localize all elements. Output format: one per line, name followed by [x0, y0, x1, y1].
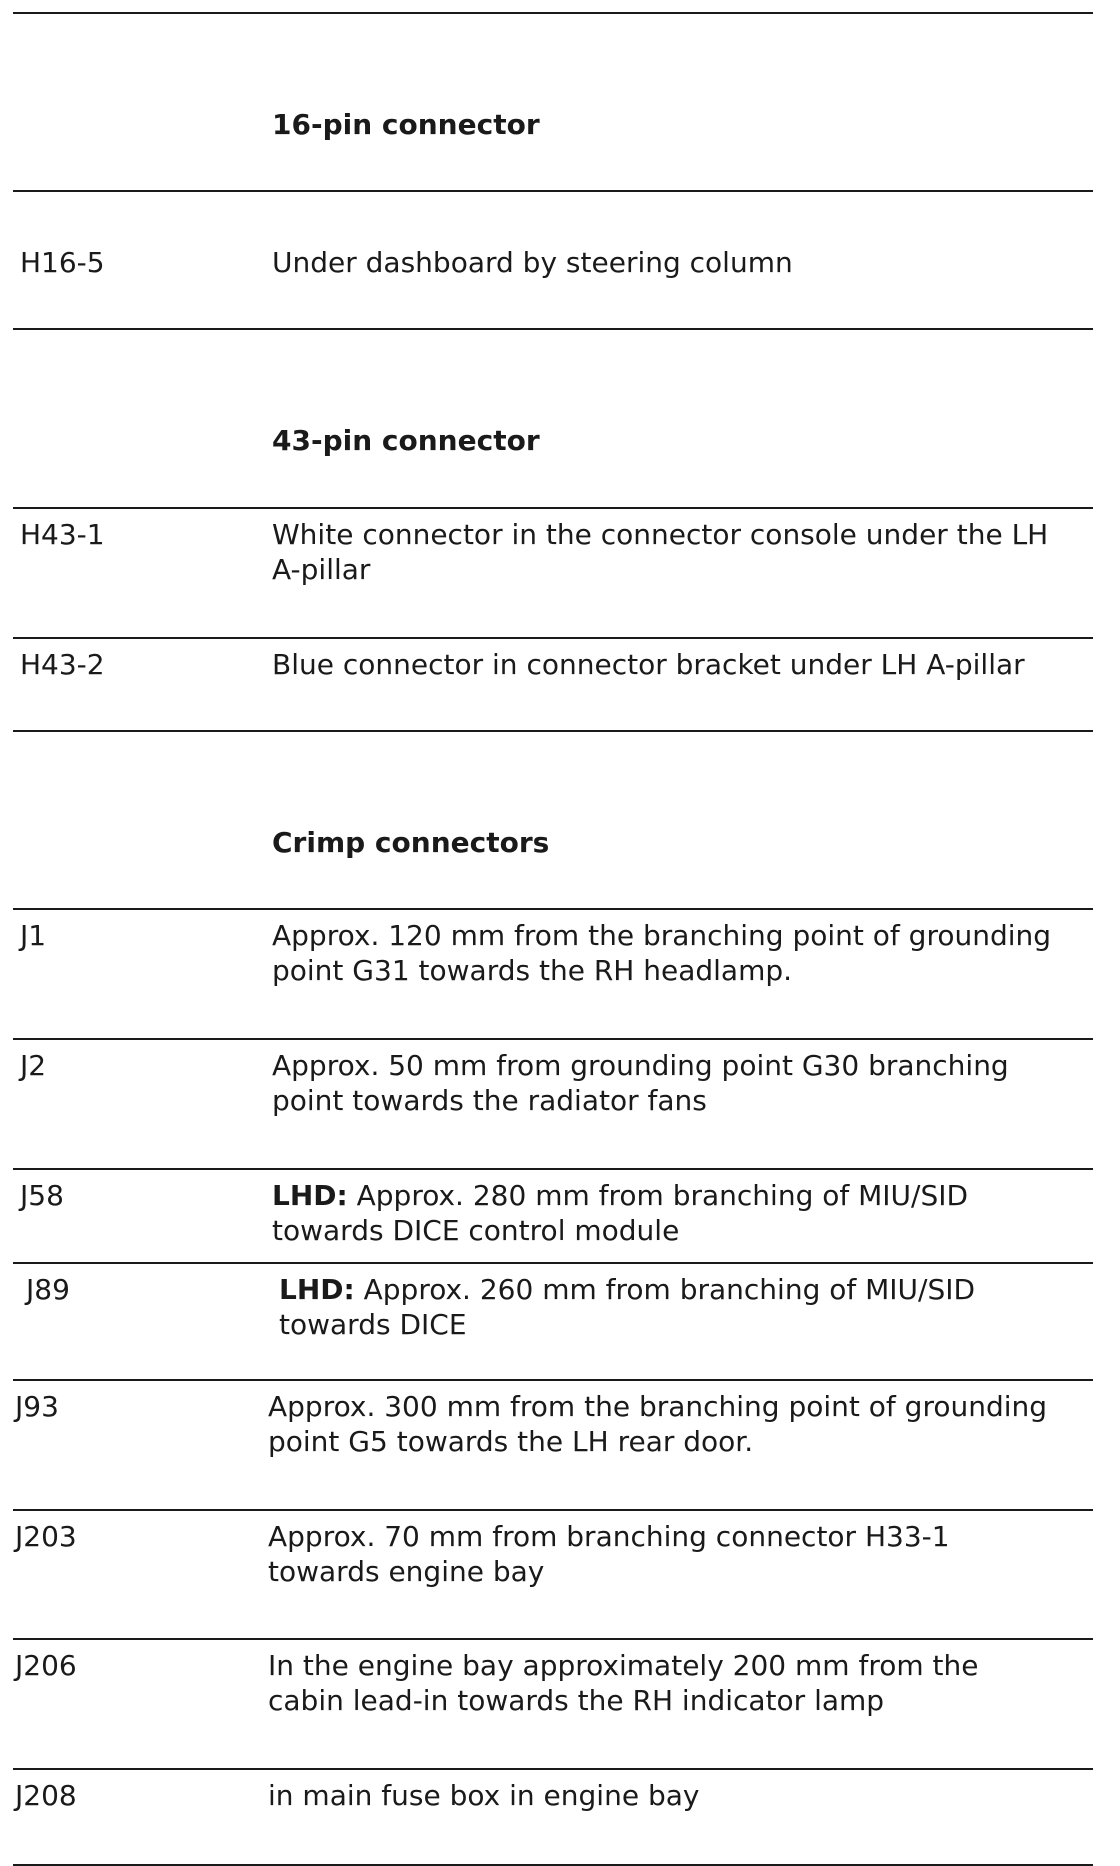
connector-code: J206 — [15, 1649, 77, 1682]
connector-location-cont: point G31 towards the RH headlamp. — [272, 954, 793, 987]
connector-code: J203 — [15, 1520, 77, 1553]
rule — [13, 1379, 1093, 1381]
rule — [13, 507, 1093, 509]
connector-location — [279, 1272, 975, 1307]
connector-code: H43-2 — [20, 648, 105, 681]
connector-location: Approx. 300 mm from the branching point of grounding — [268, 1390, 1048, 1423]
location-text: Approx. 260 mm from branching of MIU/SID — [354, 1273, 976, 1306]
connector-code: J1 — [20, 919, 47, 952]
connector-location: White connector in the connector console under the LH — [272, 518, 1049, 551]
lhd-label: LHD: — [272, 1179, 348, 1212]
connector-location-cont: point G5 towards the LH rear door. — [268, 1425, 754, 1458]
connector-code: H43-1 — [20, 518, 105, 551]
rule — [13, 908, 1093, 910]
connector-code: J89 — [26, 1273, 70, 1306]
rule — [13, 1509, 1093, 1511]
connector-location: Blue connector in connector bracket under LH A-pillar — [272, 648, 1025, 681]
connector-location: Approx. 50 mm from grounding point G30 branching — [272, 1049, 1009, 1082]
connector-location-cont: towards DICE — [279, 1308, 467, 1341]
connector-location-cont: A-pillar — [272, 553, 371, 586]
section-heading: Crimp connectors — [272, 826, 550, 859]
rule — [13, 637, 1093, 639]
rule — [13, 12, 1093, 14]
connector-location: In the engine bay approximately 200 mm from the — [268, 1649, 979, 1682]
connector-location: Approx. 120 mm from the branching point of grounding — [272, 919, 1052, 952]
lhd-label: LHD: — [279, 1273, 355, 1306]
rule — [13, 328, 1093, 330]
connector-location — [272, 1178, 968, 1213]
connector-code: J93 — [15, 1390, 59, 1423]
connector-location-cont: towards DICE control module — [272, 1214, 680, 1247]
section-heading: 43-pin connector — [272, 424, 540, 457]
rule — [13, 1168, 1093, 1170]
location-text: Approx. 280 mm from branching of MIU/SID — [347, 1179, 969, 1212]
rule — [13, 1262, 1093, 1264]
rule — [13, 1768, 1093, 1770]
section-heading: 16-pin connector — [272, 108, 540, 141]
rule — [13, 1038, 1093, 1040]
connector-location: Under dashboard by steering column — [272, 246, 793, 279]
connector-code: J208 — [15, 1779, 77, 1812]
connector-location-cont: point towards the radiator fans — [272, 1084, 707, 1117]
connector-code: H16-5 — [20, 246, 105, 279]
connector-location: Approx. 70 mm from branching connector H33-1 — [268, 1520, 950, 1553]
rule — [13, 730, 1093, 732]
connector-location: in main fuse box in engine bay — [268, 1779, 700, 1812]
connector-location-cont: towards engine bay — [268, 1555, 545, 1588]
rule — [13, 190, 1093, 192]
rule — [13, 1638, 1093, 1640]
connector-code: J58 — [20, 1179, 64, 1212]
connector-location-cont: cabin lead-in towards the RH indicator lamp — [268, 1684, 885, 1717]
connector-code: J2 — [20, 1049, 47, 1082]
